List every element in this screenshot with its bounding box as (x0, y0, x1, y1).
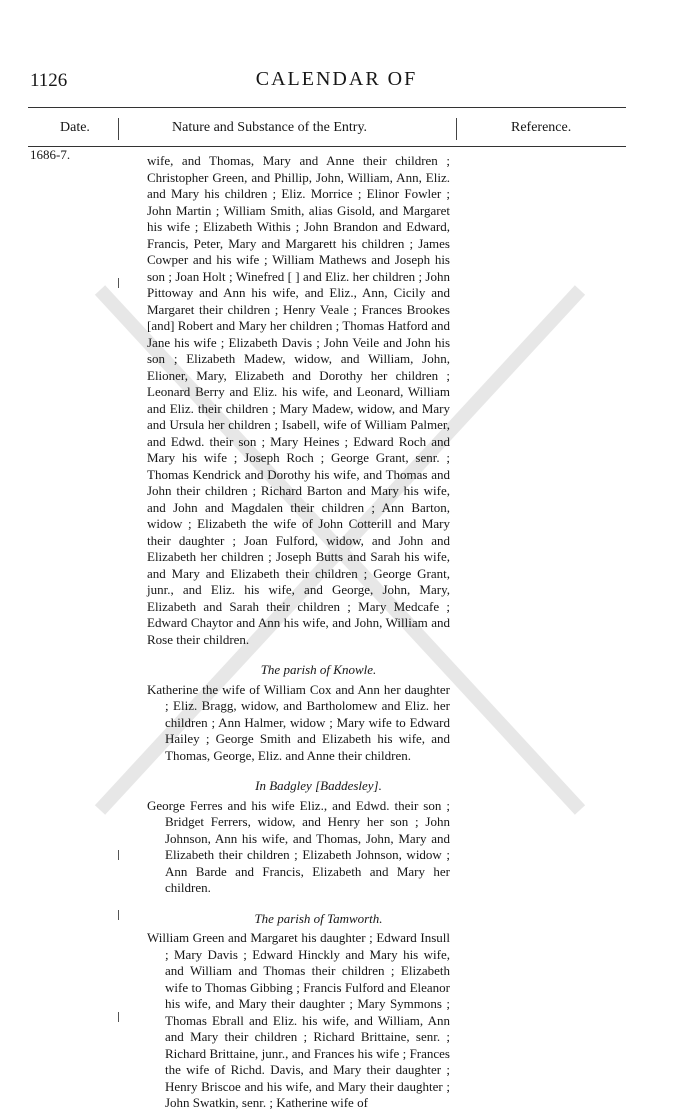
margin-tick (118, 1012, 119, 1022)
entry-opening: wife, and Thomas, Mary and Anne their children ; Christopher Green, and Phillip, John, William, Ann, Eliz. and Mary his children ; Eliz. Morrice ; Elinor Fowler ; John Martin ; William Smith, alias Gisold, and Margaret his wife ; Elizabeth Withis ; John Brandon and Edward, Francis, Peter, Mary and Margarett his children ; James Cowper and his wife ; William Mathews and Joseph his son ; Joan Holt ; Winefred [ ] and Eliz. her children ; John Pittoway and Ann his wife, and Eliz., Ann, Cicily and Margaret their children ; Henry Veale ; Frances Brookes [and] Robert and Mary her children ; Thomas Hatford and Jane his wife ; Elizabeth Davis ; John Veile and John his son ; Elizabeth Madew, widow, and William, John, Elioner, Mary, Elizabeth and Dorothy her children ; Leonard Berry and Eliz. his wife, and Leonard, William and Eliz. their children ; Mary Madew, widow, and Mary and Ursula her children ; Isabell, wife of William Palmer, and Edwd. their son ; Mary Heines ; Edward Roch and Mary his wife ; Joseph Roch ; George Grant, senr. ; Thomas Kendrick and Dorothy his wife, and Thomas and John their children ; Richard Barton and Mary his wife, and John and Magdalen their children ; Ann Barton, widow ; Elizabeth the wife of John Cotterill and Mary their daughter ; Joan Fulford, widow, and John and Elizabeth her children ; Joseph Butts and Sarah his wife, and Mary and Elizabeth their children ; George Grant, junr., and Eliz. his wife, and George, John, Mary, Elizabeth and Sarah their children ; Mary Medcafe ; Edward Chaytor and Ann his wife, and John, William and Rose their children. (147, 153, 450, 647)
entry-body (147, 153, 450, 1112)
page-number: 1126 (30, 70, 68, 91)
section-knowle (147, 662, 450, 764)
margin-tick (118, 910, 119, 920)
section-text: William Green and Margaret his daughter ; Edward Insull ; Mary Davis ; Edward Hinckly and Mary his wife, and William and Thomas their children ; Elizabeth wife to Thomas Gibbing ; Francis Fulford and Eleanor his wife, and Mary their daughter ; Mary Symmons ; Thomas Ebrall and Eliz. his wife, and William, Ann and Mary their children ; Richard Brittaine, senr. ; Richard Brittaine, junr., and Frances his wife ; Frances the wife of Richd. Davis, and Mary their daughter ; Henry Briscoe and his wife, and Mary their daughter ; John Swatkin, senr. ; Katherine wife of (147, 930, 450, 1110)
column-head-date: Date. (60, 120, 90, 135)
column-head-nature: Nature and Substance of the Entry. (172, 120, 368, 135)
section-badgley (147, 778, 450, 897)
column-divider-left (118, 118, 119, 140)
column-head-reference: Reference. (511, 120, 572, 135)
section-heading: The parish of Knowle. (260, 662, 377, 677)
section-text: George Ferres and his wife Eliz., and Edwd. their son ; Bridget Ferrers, widow, and Henry her son ; John Johnson, Ann his wife, and Thomas, John, Mary and Elizabeth their children ; Elizabeth Johnson, widow ; Ann Barde and Francis, Elizabeth and Mary her children. (147, 797, 450, 895)
section-heading: The parish of Tamworth. (254, 910, 383, 926)
margin-tick (118, 278, 119, 288)
section-text: Katherine the wife of William Cox and Ann her daughter ; Eliz. Bragg, widow, and Bartholomew and Eliz. her children ; Ann Halmer, widow ; Mary wife to Edward Hailey ; George Smith and Elizabeth his wife, and Thomas, George, Eliz. and Anne their children. (147, 681, 450, 763)
section-tamworth (147, 911, 450, 1112)
column-divider-right (456, 118, 457, 140)
margin-marks (118, 150, 122, 1050)
header-rule-bottom (28, 146, 626, 147)
running-head: CALENDAR OF (255, 68, 418, 90)
date-cell: 1686-7. (30, 147, 71, 162)
header-rule-top (28, 107, 626, 108)
section-heading: In Badgley [Baddesley]. (255, 778, 382, 793)
margin-tick (118, 850, 119, 860)
